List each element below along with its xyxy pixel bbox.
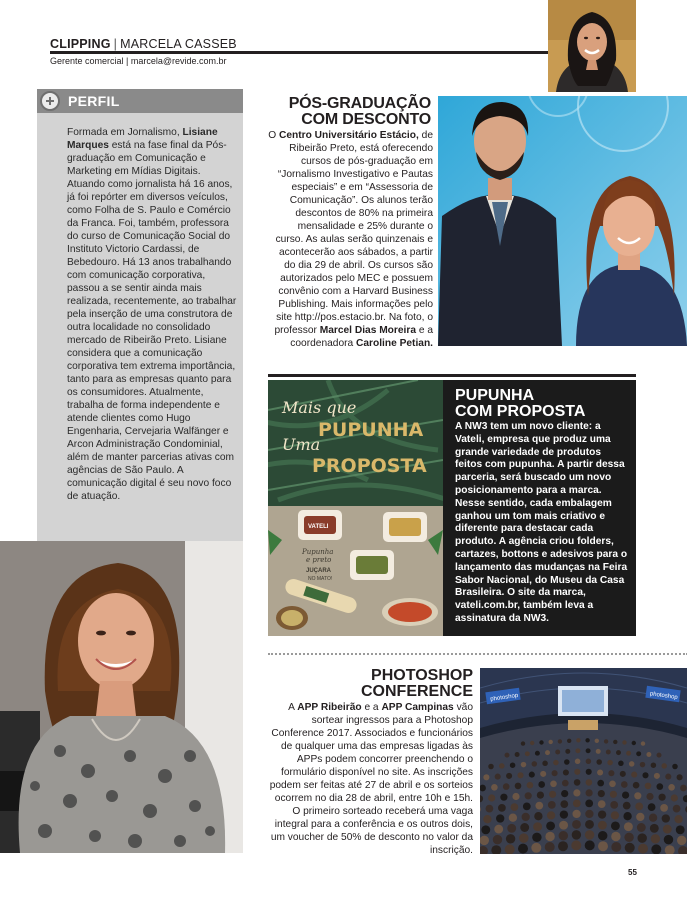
audience-head <box>498 804 506 812</box>
audience-head <box>637 833 646 842</box>
audience-head <box>510 762 516 768</box>
audience-head <box>574 769 580 775</box>
audience-head <box>550 780 557 787</box>
audience-head <box>572 820 581 829</box>
audience-head <box>598 831 607 840</box>
bold-run: Caroline Petian. <box>356 338 433 349</box>
audience-head <box>654 773 660 779</box>
audience-head <box>573 789 580 796</box>
audience-head <box>518 844 528 854</box>
audience-head <box>638 844 648 854</box>
audience-head <box>611 821 620 830</box>
audience-head <box>532 761 538 767</box>
audience-head <box>636 751 641 756</box>
audience-head <box>534 812 542 820</box>
audience-head <box>486 805 494 813</box>
audience-head <box>633 782 640 789</box>
audience-head <box>521 762 527 768</box>
pos-graduacao-headline <box>268 96 431 127</box>
audience-head <box>549 740 553 744</box>
banner-left-text: photoshop <box>489 692 519 703</box>
audience-head <box>545 842 555 852</box>
section-dotted-divider <box>268 653 687 655</box>
audience-head <box>636 813 644 821</box>
bold-run: Marcel Dias Moreira <box>319 325 416 336</box>
audience-head <box>598 841 608 851</box>
audience-head <box>659 794 666 801</box>
audience-head <box>552 770 558 776</box>
audience-head <box>539 740 543 744</box>
text-run: O <box>268 130 279 141</box>
audience-head <box>648 803 656 811</box>
audience-head <box>677 774 683 780</box>
audience-head <box>586 759 592 765</box>
audience-head <box>559 821 568 830</box>
audience-head <box>624 833 633 842</box>
headline-line: PHOTOSHOP <box>371 667 473 684</box>
audience-head <box>651 762 657 768</box>
audience-head <box>673 805 681 813</box>
audience-head <box>520 823 529 832</box>
audience-head <box>506 773 512 779</box>
audience-head <box>598 790 605 797</box>
audience-head <box>632 741 636 745</box>
conference-audience-photo <box>480 668 687 854</box>
column-section: CLIPPING <box>50 37 111 51</box>
audience-head <box>585 738 589 742</box>
audience-head <box>505 844 515 854</box>
audience-head <box>676 825 685 834</box>
audience-head <box>517 772 523 778</box>
audience-head <box>521 741 525 745</box>
headline-line: CONFERENCE <box>360 682 473 700</box>
estacio-photo <box>438 96 687 346</box>
audience-head <box>677 836 686 845</box>
text-run: e a coordenadora <box>290 325 433 349</box>
audience-head <box>488 764 494 770</box>
audience-head <box>664 835 673 844</box>
audience-head <box>585 820 594 829</box>
audience-head <box>609 780 616 787</box>
audience-head <box>576 738 580 742</box>
text-run: e a <box>361 702 382 713</box>
audience-head <box>483 774 489 780</box>
audience-head <box>507 824 516 833</box>
audience-head <box>575 759 581 765</box>
audience-head <box>545 750 550 755</box>
audience-head <box>548 801 556 809</box>
audience-head <box>500 794 507 801</box>
audience-head <box>662 814 670 822</box>
audience-head <box>623 812 631 820</box>
audience-head <box>505 753 510 758</box>
audience-head <box>597 780 604 787</box>
ad-tag3: JUÇARA <box>306 568 332 574</box>
ad-tag4: NO MATO! <box>308 576 333 582</box>
audience-head <box>624 822 633 831</box>
text-run: está na fase final da Pós-graduação em Comunicação e Marketing em Mídias Digitais. Atuando como jornalista há 16 anos, já foi repórter em diversos veículos, como Folha de S. Paulo e Comércio da Franca. Foi, também, professora do curso de Comunicação Social do Instituto Victorio Cardassi, de Bebedouro. Há 13 anos trabalhando com comunicação corporativa, passou a se sentir ainda mais realizada, recentemente, ao trabalhar pela inserção de uma construtora de outra localidade no consolidado mercado de Ribeirão Preto. Lisiane considera que a comunicação corporativa tem extrema importância, tanto para as empresas quanto para os consumidores. Atualmente, trabalha de forma independente e atende clientes como Hugo Engenharia, Cervejaria Walfänger e Arcon Administração Condominial, além de manter parcerias ativas com agências de São Paulo. A comunicação digital é seu novo foco de atuação. <box>67 140 237 502</box>
audience-head <box>491 784 498 791</box>
audience-head <box>608 770 614 776</box>
audience-head <box>613 740 617 744</box>
audience-head <box>558 841 568 851</box>
header-rule <box>50 51 550 54</box>
headline-line: COM DESCONTO <box>301 110 431 128</box>
audience-head <box>629 761 635 767</box>
audience-head <box>515 783 522 790</box>
column-title <box>50 37 237 51</box>
audience-head <box>560 800 568 808</box>
audience-head <box>573 800 581 808</box>
audience-head <box>637 823 646 832</box>
audience-head <box>661 763 667 769</box>
audience-head <box>595 739 599 743</box>
ad-tag1: Pupunha <box>302 548 334 556</box>
audience-head <box>635 803 643 811</box>
headline-line: COM PROPOSTA <box>455 402 586 420</box>
audience-head <box>540 771 546 777</box>
perfil-label: PERFIL <box>68 93 120 109</box>
audience-head <box>585 840 595 850</box>
column-author: MARCELA CASSEB <box>120 37 237 51</box>
audience-head <box>531 843 541 853</box>
audience-head <box>562 780 569 787</box>
perfil-body <box>67 126 239 503</box>
audience-head <box>542 761 548 767</box>
audience-head <box>546 821 555 830</box>
audience-head <box>620 771 626 777</box>
audience-head <box>495 774 501 780</box>
audience-head <box>585 800 593 808</box>
audience-head <box>585 830 594 839</box>
audience-head <box>586 779 593 786</box>
audience-head <box>586 789 593 796</box>
pupunha-rule <box>268 374 636 377</box>
audience-head <box>493 835 502 844</box>
audience-head <box>625 843 635 853</box>
audience-head <box>616 750 621 755</box>
lisiane-portrait-photo <box>0 541 243 853</box>
audience-head <box>561 790 568 797</box>
audience-head <box>598 821 607 830</box>
audience-head <box>525 792 532 799</box>
audience-head <box>657 753 662 758</box>
audience-head <box>640 762 646 768</box>
audience-head <box>527 782 534 789</box>
pos-graduacao-body <box>268 129 433 350</box>
audience-head <box>650 824 659 833</box>
ad-line3: Uma <box>282 435 321 454</box>
audience-head <box>555 750 560 755</box>
audience-head <box>564 759 570 765</box>
photoshop-body <box>268 701 473 857</box>
audience-head <box>488 794 495 801</box>
pupunha-body: A NW3 tem um novo cliente: a Vateli, empresa que produz uma grande variedade de produtos feitos com pupunha. A partir dessa parceria, será buscado um novo posicionamento para a marca. Nesse sentido, cada embalagem ganhou um tom mais criativo e diferente para destacar cada produto. A agência criou folders, cartazes, bottons e adesivos para o lançamento das mudanças na Feira Sabor Nacional, do Museu da Casa Brasileira. O site da marca, vateli.com.br, também leva a assinatura da NW3. <box>455 421 628 624</box>
headline-line: PÓS-GRADUAÇÃO <box>288 95 431 112</box>
ad-brand-label: VATELI <box>308 524 329 530</box>
audience-head <box>610 791 617 798</box>
audience-head <box>571 840 581 850</box>
banner-right-text: photoshop <box>649 691 679 702</box>
audience-head <box>523 803 531 811</box>
audience-head <box>671 794 678 801</box>
audience-head <box>606 750 611 755</box>
audience-head <box>530 741 534 745</box>
text-run: Formada em Jornalismo, <box>67 127 183 138</box>
bold-run: Lisiane Marques <box>67 127 218 151</box>
audience-head <box>538 781 545 788</box>
plus-icon <box>40 91 60 111</box>
audience-head <box>525 751 530 756</box>
audience-head <box>529 772 535 778</box>
audience-head <box>483 815 491 823</box>
audience-head <box>585 810 593 818</box>
audience-head <box>480 836 489 845</box>
audience-head <box>496 814 504 822</box>
audience-head <box>611 842 621 852</box>
audience-head <box>545 832 554 841</box>
audience-head <box>560 810 568 818</box>
audience-head <box>618 761 624 767</box>
title-separator: | <box>113 37 118 51</box>
audience-head <box>611 811 619 819</box>
pupunha-headline <box>455 388 585 419</box>
vateli-ad-image <box>268 380 443 636</box>
audience-head <box>519 833 528 842</box>
audience-head <box>621 781 628 788</box>
audience-head <box>663 825 672 834</box>
audience-head <box>622 792 629 799</box>
audience-head <box>522 813 530 821</box>
audience-head <box>532 833 541 842</box>
audience-head <box>645 783 652 790</box>
audience-head <box>509 814 517 822</box>
audience-head <box>665 774 671 780</box>
ad-tag2: e preto <box>306 556 332 564</box>
audience-head <box>607 760 613 766</box>
headline-line: PUPUNHA <box>455 387 535 404</box>
text-run: vão sortear ingressos para a Photoshop Conference 2017. Associados e funcionários de qualquer uma das empresas ligadas às APPs podem concorrer preenchendo o formulário disponível no site. As inscrições podem ser feitas até 27 de abril e os sorteios ocorrem no dia 28 de abril, entre 10h e 15h. O primeiro sorteado receberá uma vaga integral para a conferência e os outros dois, um voucher de 50% de desconto no valor da inscrição. <box>269 702 473 856</box>
audience-head <box>553 760 559 766</box>
audience-head <box>596 749 601 754</box>
audience-head <box>503 783 510 790</box>
audience-head <box>559 831 568 840</box>
audience-head <box>596 759 602 765</box>
audience-head <box>672 764 678 770</box>
text-run: A <box>288 702 298 713</box>
audience-head <box>547 811 555 819</box>
audience-head <box>565 749 570 754</box>
audience-head <box>622 740 626 744</box>
audience-head <box>515 752 520 757</box>
ad-line2: PUPUNHA <box>318 419 424 441</box>
photoshop-headline <box>268 668 473 699</box>
audience-head <box>511 803 519 811</box>
audience-head <box>597 769 603 775</box>
audience-head <box>641 741 645 745</box>
audience-head <box>649 814 657 822</box>
author-role: Gerente comercial | marcela@revide.com.br <box>50 56 227 66</box>
audience-head <box>668 784 675 791</box>
audience-head <box>494 825 503 834</box>
audience-head <box>512 793 519 800</box>
audience-head <box>575 748 580 753</box>
audience-head <box>610 801 618 809</box>
audience-head <box>586 748 591 753</box>
audience-head <box>623 802 631 810</box>
audience-head <box>611 832 620 841</box>
audience-head <box>567 739 571 743</box>
audience-head <box>646 752 651 757</box>
audience-head <box>533 822 542 831</box>
bold-run: APP Ribeirão <box>297 702 362 713</box>
audience-head <box>563 769 569 775</box>
audience-head <box>598 810 606 818</box>
text-run: de Ribeirão Preto, está oferecendo cursos de pós-graduação em “Jornalismo Investigativo e Pautas especiais” e em “Assessoria de Comunicação”. Os alunos terão descontos de 80% na primeira mensalidade e 25% durante o curso. As aulas serão quinzenais e acontecerão aos sábados, a partir do dia 29 de abril. Os cursos são autorizados pelo MEC e possuem convênio com a Harvard Business Publishing. Mais informações pelo site http://pos.estacio.br. Na foto, o professor <box>274 130 433 336</box>
audience-head <box>651 834 660 843</box>
audience-head <box>535 751 540 756</box>
bold-run: APP Campinas <box>381 702 454 713</box>
audience-head <box>537 792 544 799</box>
audience-head <box>586 769 592 775</box>
bold-run: Centro Universitário Estácio, <box>278 130 419 141</box>
ad-line1: Mais que <box>282 398 357 417</box>
audience-head <box>499 763 505 769</box>
audience-head <box>674 815 682 823</box>
audience-head <box>631 772 637 778</box>
audience-head <box>506 834 515 843</box>
audience-head <box>646 793 653 800</box>
page-number: 55 <box>628 868 637 877</box>
audience-head <box>572 810 580 818</box>
audience-head <box>626 751 631 756</box>
audience-head <box>642 772 648 778</box>
audience-head <box>481 825 490 834</box>
author-portrait <box>548 0 636 92</box>
audience-head <box>574 779 581 786</box>
audience-head <box>598 800 606 808</box>
audience-head <box>572 830 581 839</box>
ad-line4: PROPOSTA <box>312 455 427 477</box>
audience-head <box>656 783 663 790</box>
audience-head <box>634 792 641 799</box>
audience-head <box>549 791 556 798</box>
audience-head <box>660 804 668 812</box>
audience-head <box>558 739 562 743</box>
audience-head <box>535 802 543 810</box>
audience-head <box>604 739 608 743</box>
audience-head <box>680 785 687 792</box>
audience-head <box>651 844 661 854</box>
